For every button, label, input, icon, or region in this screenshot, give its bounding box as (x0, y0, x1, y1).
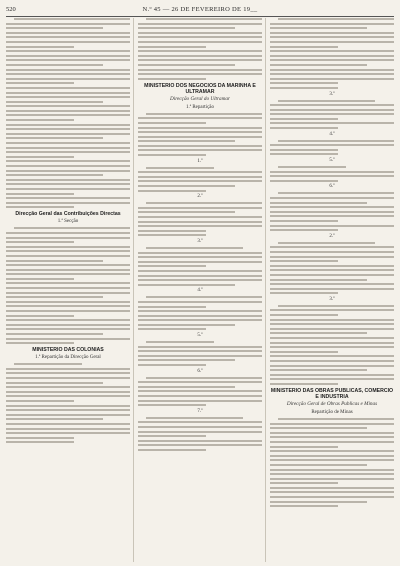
text-line (138, 395, 262, 397)
text-line (270, 122, 394, 124)
text-line (270, 78, 394, 80)
text-line (270, 365, 394, 367)
text-columns (6, 18, 394, 562)
text-line (6, 255, 130, 257)
article-marker: Repartição de Minas (311, 409, 353, 415)
text-line (138, 180, 262, 182)
text-line (138, 306, 206, 308)
text-line (6, 278, 74, 280)
text-line (138, 386, 235, 388)
text-line (270, 473, 394, 475)
text-line (278, 305, 394, 307)
text-line (138, 207, 262, 209)
text-line (270, 36, 394, 38)
text-line (270, 337, 394, 339)
text-line (6, 292, 130, 294)
text-line (278, 418, 394, 420)
text-line (6, 69, 130, 71)
text-line (138, 145, 262, 147)
text-line (138, 301, 262, 303)
text-line (6, 64, 103, 66)
text-line (270, 215, 394, 217)
text-line (138, 23, 262, 25)
text-line (6, 160, 130, 162)
text-line (270, 73, 394, 75)
text-line (270, 229, 338, 231)
text-line (6, 41, 130, 43)
text-line (278, 18, 394, 20)
text-line (6, 423, 130, 425)
article-marker: 3.º (197, 238, 203, 244)
text-line (270, 175, 394, 177)
text-line (270, 211, 394, 213)
text-line (270, 23, 394, 25)
text-line (270, 171, 394, 173)
text-line (270, 355, 394, 357)
text-line (6, 188, 130, 190)
text-line (270, 225, 394, 227)
text-line (270, 118, 338, 120)
text-line (6, 414, 130, 416)
text-line (278, 140, 394, 142)
page-number: 520 (6, 6, 16, 13)
text-line (14, 363, 82, 365)
text-line (138, 36, 262, 38)
text-line (138, 190, 206, 192)
article-marker: 3.º (329, 91, 335, 97)
text-line (270, 153, 338, 155)
article-marker: 5.º (329, 158, 335, 164)
text-line (146, 18, 262, 20)
text-line (270, 309, 394, 311)
text-line (146, 113, 262, 115)
text-line (138, 131, 262, 133)
text-line (138, 50, 262, 52)
text-line (270, 246, 394, 248)
issue-line: N.º 45 — 26 DE FEVEREIRO DE 19__ (142, 6, 258, 13)
text-line (138, 270, 262, 272)
text-line (138, 284, 235, 286)
text-line (270, 288, 394, 290)
text-line (270, 149, 338, 151)
text-line (270, 323, 394, 325)
section-heading: Direcção Geral das Contribuições Directas (15, 211, 121, 218)
text-line (138, 64, 235, 66)
text-line (270, 319, 394, 321)
text-line (270, 436, 394, 438)
text-line (270, 87, 338, 89)
text-line (270, 279, 367, 281)
text-line (138, 211, 235, 213)
text-line (6, 193, 74, 195)
text-line (270, 432, 394, 434)
text-line (270, 180, 338, 182)
text-line (6, 137, 103, 139)
text-line (138, 149, 262, 151)
text-line (6, 386, 130, 388)
text-line (6, 183, 130, 185)
text-line (6, 92, 130, 94)
text-line (138, 69, 262, 71)
text-line (270, 27, 367, 29)
article-marker: 1.ª Repartição (185, 104, 215, 110)
text-line (6, 202, 130, 204)
article-marker: 1.ª Secção (57, 219, 79, 225)
text-line (270, 197, 394, 199)
text-line (6, 296, 103, 298)
text-line (6, 165, 130, 167)
text-line (14, 18, 130, 20)
text-line (6, 333, 103, 335)
text-line (138, 449, 206, 451)
text-line (270, 256, 394, 258)
text-line (270, 251, 394, 253)
text-line (278, 242, 375, 244)
text-line (138, 350, 262, 352)
text-line (6, 432, 130, 434)
text-line (270, 260, 338, 262)
article-marker: 2.º (329, 233, 335, 239)
text-line (270, 274, 394, 276)
article-marker: 4.º (197, 288, 203, 294)
text-line (270, 32, 394, 34)
text-line (6, 269, 130, 271)
text-line (6, 119, 74, 121)
text-line (270, 50, 394, 52)
text-line (278, 100, 375, 102)
text-line (270, 383, 338, 385)
text-line (270, 446, 338, 448)
text-line (270, 202, 367, 204)
text-line (6, 59, 130, 61)
text-line (6, 377, 130, 379)
text-line (270, 378, 394, 380)
text-line (6, 142, 130, 144)
text-line (6, 273, 130, 275)
text-line (6, 382, 103, 384)
text-line (6, 418, 103, 420)
text-line (138, 346, 262, 348)
text-line (270, 482, 338, 484)
text-line (6, 310, 130, 312)
text-line (138, 261, 262, 263)
text-line (270, 450, 394, 452)
text-line (6, 23, 130, 25)
text-line (6, 105, 130, 107)
text-line (270, 427, 367, 429)
text-line (270, 441, 394, 443)
article-marker: 1.º (197, 158, 203, 164)
text-line (6, 27, 103, 29)
text-line (6, 32, 130, 34)
text-line (6, 287, 130, 289)
text-line (270, 351, 338, 353)
text-line (138, 275, 262, 277)
text-line (138, 390, 262, 392)
text-line (270, 464, 367, 466)
text-line (138, 364, 206, 366)
text-line (6, 246, 130, 248)
text-line (6, 206, 74, 208)
text-line (270, 342, 394, 344)
text-line (6, 328, 130, 330)
text-line (146, 296, 262, 298)
article-marker: 6.º (197, 368, 203, 374)
text-line (6, 114, 130, 116)
text-line (270, 104, 394, 106)
text-line (138, 431, 262, 433)
text-line (138, 315, 262, 317)
text-line (6, 50, 130, 52)
text-line (270, 314, 338, 316)
text-line (138, 127, 262, 129)
text-line (6, 46, 74, 48)
text-line (138, 426, 262, 428)
text-line (270, 369, 367, 371)
text-line (6, 179, 130, 181)
text-line (6, 405, 130, 407)
text-line (270, 505, 338, 507)
section-heading: MINISTERIO DOS NEGOCIOS DA MARINHA E ULTRAMAR (144, 82, 256, 95)
text-line (270, 501, 367, 503)
text-line (138, 55, 262, 57)
text-line (6, 197, 130, 199)
text-line (138, 328, 206, 330)
text-line (6, 338, 130, 340)
text-line (6, 368, 130, 370)
text-line (278, 192, 394, 194)
section-heading: MINISTERIO DAS OBRAS PUBLICAS, COMERCIO E INDUSTRIA (270, 387, 394, 400)
text-line (146, 247, 243, 249)
text-line (270, 455, 394, 457)
text-line (6, 151, 130, 153)
text-line (146, 341, 214, 343)
article-marker: 5.º (197, 333, 203, 339)
text-line (138, 117, 262, 119)
text-line (270, 220, 338, 222)
text-line (138, 265, 206, 267)
article-marker: 7.º (197, 408, 203, 414)
text-line (270, 59, 394, 61)
text-line (138, 46, 206, 48)
text-line (270, 346, 394, 348)
text-line (6, 82, 74, 84)
text-line (6, 232, 130, 234)
text-line (6, 36, 130, 38)
article-marker: 2.º (197, 194, 203, 200)
text-line (138, 355, 262, 357)
text-line (6, 305, 130, 307)
text-line (6, 133, 130, 135)
text-line (6, 324, 130, 326)
text-line (138, 225, 262, 227)
text-line (270, 487, 394, 489)
text-line (270, 265, 394, 267)
text-line (270, 144, 394, 146)
text-line (6, 237, 130, 239)
text-line (6, 124, 130, 126)
text-line (270, 109, 394, 111)
text-line (138, 444, 262, 446)
section-subheading: Direcção Geral de Obras Publicas e Minas (286, 400, 378, 407)
text-line (146, 202, 262, 204)
text-line (270, 82, 338, 84)
text-line (138, 122, 206, 124)
text-line (270, 69, 394, 71)
text-line (138, 41, 262, 43)
text-line (138, 59, 262, 61)
section-heading: MINISTERIO DAS COLONIAS (32, 347, 104, 354)
text-line (146, 377, 262, 379)
text-line (138, 73, 262, 75)
text-line (6, 409, 130, 411)
column-1 (6, 18, 134, 562)
article-marker: 6.º (329, 184, 335, 190)
text-line (270, 459, 394, 461)
text-line (6, 241, 74, 243)
text-line (138, 421, 262, 423)
text-line (6, 101, 103, 103)
text-line (6, 260, 103, 262)
article-marker: 1.ª Repartição da Direcção Geral (35, 355, 101, 361)
text-line (270, 478, 394, 480)
text-line (270, 127, 338, 129)
text-line (270, 491, 394, 493)
text-line (6, 170, 130, 172)
text-line (270, 41, 394, 43)
article-marker: 4.º (329, 131, 335, 137)
text-line (6, 128, 130, 130)
text-line (138, 310, 262, 312)
text-line (6, 147, 130, 149)
text-line (6, 87, 130, 89)
text-line (270, 496, 394, 498)
text-line (270, 55, 394, 57)
text-line (6, 78, 130, 80)
text-line (138, 435, 206, 437)
column-2 (138, 18, 266, 562)
text-line (138, 216, 262, 218)
text-line (138, 252, 262, 254)
text-line (138, 185, 235, 187)
text-line (138, 140, 235, 142)
text-line (138, 400, 262, 402)
text-line (138, 440, 262, 442)
text-line (270, 283, 394, 285)
section-subheading: Direcção Geral do Ultramar (170, 95, 230, 102)
article-marker: 3.º (329, 296, 335, 302)
text-line (6, 437, 74, 439)
text-line (6, 395, 130, 397)
text-line (6, 372, 130, 374)
text-line (270, 46, 338, 48)
text-line (6, 156, 74, 158)
text-line (6, 55, 130, 57)
text-line (138, 279, 262, 281)
text-line (278, 166, 346, 168)
text-line (6, 400, 74, 402)
text-line (6, 428, 130, 430)
text-line (270, 374, 394, 376)
text-line (6, 174, 103, 176)
text-line (270, 292, 338, 294)
text-line (138, 32, 262, 34)
text-line (6, 319, 130, 321)
text-line (138, 154, 206, 156)
text-line (6, 110, 130, 112)
text-line (14, 227, 130, 229)
text-line (6, 73, 130, 75)
text-line (270, 423, 394, 425)
text-line (138, 404, 206, 406)
text-line (146, 417, 243, 419)
column-3 (270, 18, 394, 562)
text-line (270, 206, 394, 208)
text-line (6, 264, 130, 266)
text-line (138, 78, 206, 80)
text-line (138, 234, 206, 236)
text-line (138, 230, 206, 232)
text-line (270, 269, 394, 271)
text-line (6, 301, 130, 303)
text-line (6, 250, 130, 252)
text-line (270, 360, 394, 362)
text-line (270, 113, 394, 115)
text-line (6, 342, 74, 344)
text-line (138, 319, 262, 321)
text-line (270, 469, 394, 471)
text-line (138, 381, 262, 383)
text-line (146, 167, 214, 169)
text-line (138, 221, 262, 223)
text-line (138, 176, 262, 178)
text-line (6, 96, 130, 98)
text-line (138, 324, 235, 326)
page-header (6, 4, 394, 17)
text-line (6, 441, 74, 443)
text-line (6, 282, 130, 284)
text-line (6, 391, 130, 393)
text-line (270, 64, 367, 66)
text-line (270, 328, 394, 330)
text-line (138, 171, 262, 173)
text-line (138, 136, 262, 138)
text-line (6, 315, 74, 317)
text-line (138, 359, 235, 361)
text-line (138, 256, 262, 258)
text-line (270, 332, 367, 334)
text-line (138, 27, 235, 29)
